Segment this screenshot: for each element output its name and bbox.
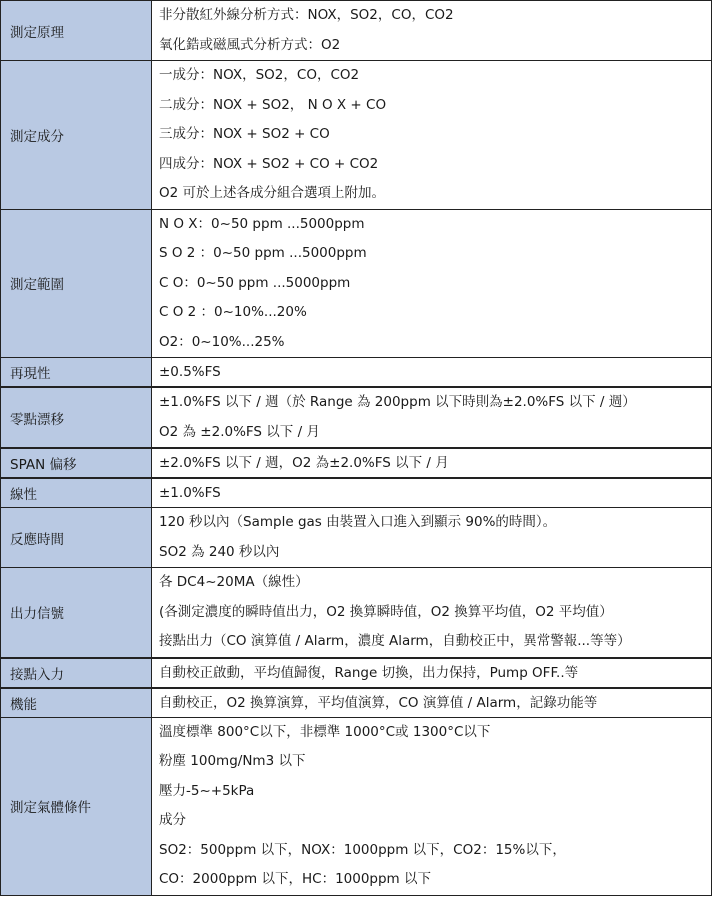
value-line: 粉塵 100mg/Nm3 以下 [159, 753, 306, 769]
spec-row [1, 478, 712, 508]
row-value [152, 448, 712, 478]
row-value [152, 387, 712, 448]
row-value [152, 358, 712, 388]
row-value [152, 1, 712, 61]
value-line: SO2：500ppm 以下，NOX：1000ppm 以下，CO2：15%以下， [159, 841, 566, 858]
spec-row [1, 209, 712, 358]
row-label: 線性 [1, 478, 152, 508]
value-line: 120 秒以內（Sample gas 由裝置入口進入到顯示 90%的時間）。 [159, 514, 557, 530]
row-value [152, 658, 712, 688]
value-line: SO2 為 240 秒以內 [159, 543, 280, 560]
value-line: 四成分：NOX + SO2 + CO + CO2 [159, 155, 379, 172]
row-value [152, 478, 712, 508]
row-label: 測定原理 [1, 1, 152, 61]
row-value [152, 508, 712, 568]
row-label: 接點入力 [1, 658, 152, 688]
value-line: 接點出力（CO 演算值 / Alarm，濃度 Alarm，自動校正中，異常警報...等等） [159, 633, 631, 649]
spec-row [1, 1, 712, 61]
spec-row [1, 448, 712, 478]
row-value [152, 688, 712, 718]
spec-row [1, 688, 712, 718]
value-line: C O 2 ：0~10%...20% [159, 304, 307, 320]
row-label: 零點漂移 [1, 387, 152, 448]
row-label: 出力信號 [1, 568, 152, 658]
row-label: 測定氣體條件 [1, 717, 152, 895]
value-line: O2 可於上述各成分組合選項上附加。 [159, 185, 386, 201]
value-line: 自動校正，O2 換算演算，平均值演算，CO 演算值 / Alarm，記錄功能等 [159, 694, 598, 711]
spec-row [1, 508, 712, 568]
value-line: (各測定濃度的瞬時值出力，O2 換算瞬時值，O2 換算平均值，O2 平均值） [159, 603, 613, 620]
value-line: ±2.0%FS 以下 / 週，O2 為±2.0%FS 以下 / 月 [159, 455, 449, 471]
value-line: 自動校正啟動，平均值歸復，Range 切換，出力保持，Pump OFF..等 [159, 664, 579, 681]
spec-row [1, 658, 712, 688]
value-line: 非分散紅外線分析方式：NOX，SO2，CO，CO2 [159, 7, 454, 23]
value-line: 一成分：NOX，SO2，CO，CO2 [159, 67, 360, 83]
value-line: 三成分：NOX + SO2 + CO [159, 126, 330, 142]
value-line: C O：0~50 ppm ...5000ppm [159, 274, 351, 291]
value-line: ±1.0%FS [159, 485, 221, 501]
value-line: S O 2 ：0~50 ppm ...5000ppm [159, 245, 367, 261]
row-value [152, 717, 712, 895]
spec-row [1, 568, 712, 658]
row-label: 機能 [1, 688, 152, 718]
row-label: 測定成分 [1, 61, 152, 210]
value-line: ±0.5%FS [159, 364, 221, 380]
row-value [152, 568, 712, 658]
value-line: ±1.0%FS 以下 / 週（於 Range 為 200ppm 以下時則為±2.0%FS 以下 / 週） [159, 394, 636, 410]
row-label: SPAN 偏移 [1, 448, 152, 478]
value-line: 溫度標準 800°C以下，非標準 1000°C或 1300°C以下 [159, 723, 491, 740]
spec-row [1, 358, 712, 388]
value-line: 成分 [159, 812, 186, 828]
value-line: N O X：0~50 ppm ...5000ppm [159, 215, 365, 232]
value-line: 各 DC4~20MA（線性） [159, 574, 309, 590]
row-label: 再現性 [1, 358, 152, 388]
value-line: O2 為 ±2.0%FS 以下 / 月 [159, 423, 320, 440]
spec-row [1, 61, 712, 210]
value-line: 壓力-5~+5kPa [159, 782, 255, 799]
value-line: O2：0~10%...25% [159, 333, 285, 350]
row-label: 測定範圍 [1, 209, 152, 358]
value-line: 二成分：NOX + SO2， N O X + CO [159, 96, 387, 113]
row-label: 反應時間 [1, 508, 152, 568]
value-line: CO：2000ppm 以下，HC：1000ppm 以下 [159, 871, 432, 887]
row-value [152, 209, 712, 358]
value-line: 氧化鋯或磁風式分析方式：O2 [159, 36, 341, 53]
spec-row [1, 717, 712, 895]
spec-row [1, 387, 712, 448]
spec-table-body [1, 1, 712, 896]
row-value [152, 61, 712, 210]
